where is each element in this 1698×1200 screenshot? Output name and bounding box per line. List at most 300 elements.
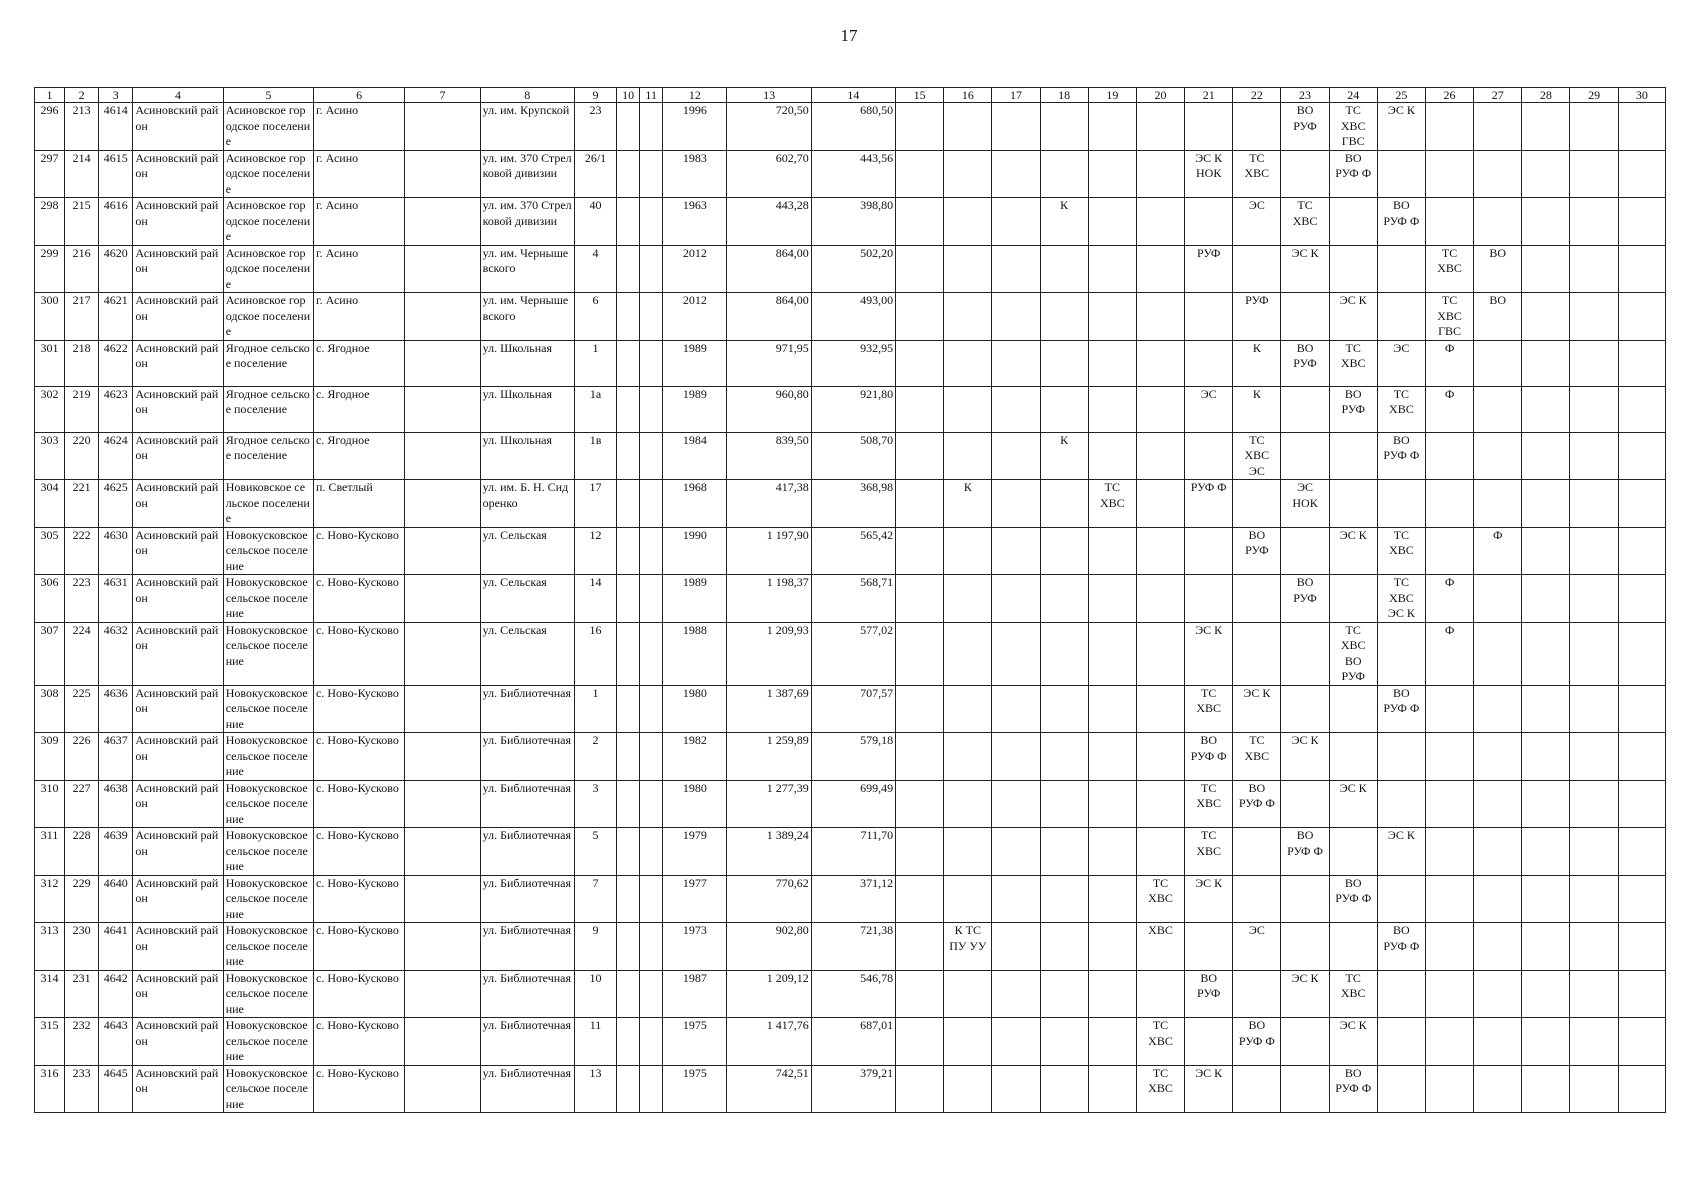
work-type-cell <box>1474 828 1522 876</box>
row-index-cell: 314 <box>35 970 65 1018</box>
empty-cell <box>405 150 480 198</box>
work-type-cell <box>1618 527 1665 575</box>
work-type-cell <box>1233 103 1281 151</box>
work-type-cell <box>1474 780 1522 828</box>
work-type-cell <box>1377 245 1425 293</box>
row-index-cell: 307 <box>35 622 65 685</box>
house-number-cell: 10 <box>574 970 616 1018</box>
year-built-cell: 1980 <box>663 685 727 733</box>
work-type-cell <box>896 432 944 480</box>
work-type-cell: ЭС К НОК <box>1185 150 1233 198</box>
total-area-cell: 770,62 <box>727 875 811 923</box>
house-id-cell: 4615 <box>99 150 133 198</box>
work-type-cell <box>1185 103 1233 151</box>
work-type-cell <box>1136 386 1184 432</box>
empty-cell <box>617 293 640 341</box>
work-type-cell <box>1040 245 1088 293</box>
living-area-cell: 707,57 <box>811 685 895 733</box>
district-cell: Асиновский район <box>133 970 223 1018</box>
work-type-cell <box>1522 575 1570 623</box>
district-index-cell: 229 <box>65 875 99 923</box>
empty-cell <box>405 432 480 480</box>
house-id-cell: 4624 <box>99 432 133 480</box>
settlement-cell: Ягодное сельское поселение <box>223 432 313 480</box>
work-type-cell <box>1136 293 1184 341</box>
work-type-cell <box>896 923 944 971</box>
work-type-cell <box>896 340 944 386</box>
work-type-cell <box>992 340 1040 386</box>
work-type-cell <box>1618 733 1665 781</box>
work-type-cell <box>1570 103 1618 151</box>
work-type-cell <box>1040 685 1088 733</box>
column-number-header: 13 <box>727 88 811 103</box>
settlement-cell: Новокусковское сельское поселение <box>223 733 313 781</box>
total-area-cell: 1 197,90 <box>727 527 811 575</box>
work-type-cell <box>1136 622 1184 685</box>
empty-cell <box>405 480 480 528</box>
row-index-cell: 310 <box>35 780 65 828</box>
empty-cell <box>405 575 480 623</box>
empty-cell <box>640 685 663 733</box>
settlement-cell: Асиновское городское поселение <box>223 103 313 151</box>
table-row <box>35 340 1666 386</box>
work-type-cell: ВО <box>1474 293 1522 341</box>
street-cell: ул. Школьная <box>480 432 574 480</box>
work-type-cell <box>992 575 1040 623</box>
settlement-cell: Асиновское городское поселение <box>223 245 313 293</box>
district-cell: Асиновский район <box>133 386 223 432</box>
work-type-cell <box>1281 780 1329 828</box>
district-cell: Асиновский район <box>133 733 223 781</box>
empty-cell <box>617 340 640 386</box>
work-type-cell <box>1281 386 1329 432</box>
work-type-cell <box>992 293 1040 341</box>
work-type-cell <box>896 685 944 733</box>
house-id-cell: 4621 <box>99 293 133 341</box>
district-cell: Асиновский район <box>133 828 223 876</box>
work-type-cell <box>896 622 944 685</box>
total-area-cell: 443,28 <box>727 198 811 246</box>
work-type-cell: ЭС <box>1233 198 1281 246</box>
house-number-cell: 9 <box>574 923 616 971</box>
empty-cell <box>617 103 640 151</box>
district-index-cell: 225 <box>65 685 99 733</box>
column-number-header: 14 <box>811 88 895 103</box>
work-type-cell <box>1040 293 1088 341</box>
living-area-cell: 443,56 <box>811 150 895 198</box>
work-type-cell <box>1136 198 1184 246</box>
house-number-cell: 40 <box>574 198 616 246</box>
district-cell: Асиновский район <box>133 1065 223 1113</box>
work-type-cell: ТС ХВС <box>1281 198 1329 246</box>
work-type-cell <box>1570 480 1618 528</box>
work-type-cell: ВО РУФ <box>1281 103 1329 151</box>
district-index-cell: 227 <box>65 780 99 828</box>
year-built-cell: 1989 <box>663 386 727 432</box>
empty-cell <box>617 575 640 623</box>
row-index-cell: 308 <box>35 685 65 733</box>
work-type-cell <box>1522 432 1570 480</box>
work-type-cell <box>1377 293 1425 341</box>
work-type-cell: ЭС К <box>1377 828 1425 876</box>
district-cell: Асиновский район <box>133 527 223 575</box>
street-cell: ул. Сельская <box>480 622 574 685</box>
year-built-cell: 1982 <box>663 733 727 781</box>
work-type-cell: ВО РУФ Ф <box>1281 828 1329 876</box>
empty-cell <box>617 480 640 528</box>
column-number-header: 4 <box>133 88 223 103</box>
living-area-cell: 680,50 <box>811 103 895 151</box>
work-type-cell <box>1233 828 1281 876</box>
district-index-cell: 232 <box>65 1018 99 1066</box>
work-type-cell <box>1281 875 1329 923</box>
living-area-cell: 577,02 <box>811 622 895 685</box>
locality-cell: п. Светлый <box>314 480 405 528</box>
work-type-cell <box>1233 970 1281 1018</box>
district-cell: Асиновский район <box>133 1018 223 1066</box>
work-type-cell <box>1377 970 1425 1018</box>
year-built-cell: 1963 <box>663 198 727 246</box>
work-type-cell <box>1522 103 1570 151</box>
work-type-cell <box>1425 875 1473 923</box>
empty-cell <box>640 340 663 386</box>
table-row <box>35 828 1666 876</box>
house-number-cell: 7 <box>574 875 616 923</box>
work-type-cell <box>1088 432 1136 480</box>
settlement-cell: Новокусковское сельское поселение <box>223 622 313 685</box>
work-type-cell <box>1136 527 1184 575</box>
table-body <box>35 103 1666 1113</box>
settlement-cell: Ягодное сельское поселение <box>223 340 313 386</box>
work-type-cell <box>944 293 992 341</box>
living-area-cell: 565,42 <box>811 527 895 575</box>
work-type-cell <box>1522 198 1570 246</box>
work-type-cell <box>1570 340 1618 386</box>
work-type-cell <box>1522 293 1570 341</box>
work-type-cell <box>1233 480 1281 528</box>
work-type-cell <box>1618 245 1665 293</box>
living-area-cell: 379,21 <box>811 1065 895 1113</box>
row-index-cell: 313 <box>35 923 65 971</box>
work-type-cell <box>896 245 944 293</box>
work-type-cell <box>1088 1065 1136 1113</box>
work-type-cell <box>1377 733 1425 781</box>
work-type-cell <box>1040 970 1088 1018</box>
work-type-cell <box>1088 1018 1136 1066</box>
work-type-cell <box>1618 622 1665 685</box>
work-type-cell <box>1329 923 1377 971</box>
locality-cell: с. Ягодное <box>314 432 405 480</box>
district-index-cell: 223 <box>65 575 99 623</box>
work-type-cell <box>1377 875 1425 923</box>
house-number-cell: 4 <box>574 245 616 293</box>
work-type-cell <box>1040 480 1088 528</box>
work-type-cell <box>1281 527 1329 575</box>
empty-cell <box>405 245 480 293</box>
house-number-cell: 6 <box>574 293 616 341</box>
district-cell: Асиновский район <box>133 875 223 923</box>
street-cell: ул. Библиотечная <box>480 1065 574 1113</box>
work-type-cell <box>1474 150 1522 198</box>
work-type-cell <box>896 575 944 623</box>
work-type-cell: ВО РУФ Ф <box>1233 1018 1281 1066</box>
empty-cell <box>405 685 480 733</box>
work-type-cell <box>1570 1018 1618 1066</box>
work-type-cell: К <box>1233 386 1281 432</box>
work-type-cell: ЭС К <box>1329 527 1377 575</box>
house-id-cell: 4631 <box>99 575 133 623</box>
work-type-cell <box>1329 480 1377 528</box>
work-type-cell <box>1281 923 1329 971</box>
work-type-cell <box>1522 386 1570 432</box>
district-cell: Асиновский район <box>133 780 223 828</box>
table-row <box>35 1065 1666 1113</box>
work-type-cell: ЭС <box>1185 386 1233 432</box>
year-built-cell: 1975 <box>663 1065 727 1113</box>
work-type-cell: ТС ХВС <box>1233 150 1281 198</box>
work-type-cell <box>1425 480 1473 528</box>
house-id-cell: 4639 <box>99 828 133 876</box>
work-type-cell: ТС ХВС <box>1088 480 1136 528</box>
work-type-cell <box>1425 733 1473 781</box>
district-cell: Асиновский район <box>133 575 223 623</box>
column-number-header: 11 <box>640 88 663 103</box>
settlement-cell: Новокусковское сельское поселение <box>223 575 313 623</box>
district-index-cell: 218 <box>65 340 99 386</box>
work-type-cell <box>1522 685 1570 733</box>
empty-cell <box>617 1018 640 1066</box>
district-index-cell: 220 <box>65 432 99 480</box>
work-type-cell <box>1088 875 1136 923</box>
work-type-cell <box>1377 1018 1425 1066</box>
work-type-cell: ТС ХВС <box>1329 340 1377 386</box>
work-type-cell <box>1281 1018 1329 1066</box>
work-type-cell <box>1570 970 1618 1018</box>
work-type-cell <box>1040 527 1088 575</box>
column-number-header: 18 <box>1040 88 1088 103</box>
district-cell: Асиновский район <box>133 103 223 151</box>
locality-cell: с. Ново-Кусково <box>314 575 405 623</box>
work-type-cell: ТС ХВС <box>1377 527 1425 575</box>
work-type-cell <box>1088 780 1136 828</box>
row-index-cell: 296 <box>35 103 65 151</box>
street-cell: ул. Школьная <box>480 340 574 386</box>
living-area-cell: 398,80 <box>811 198 895 246</box>
work-type-cell <box>1618 293 1665 341</box>
house-number-cell: 1 <box>574 340 616 386</box>
work-type-cell <box>1618 970 1665 1018</box>
house-id-cell: 4630 <box>99 527 133 575</box>
living-area-cell: 921,80 <box>811 386 895 432</box>
work-type-cell <box>1329 245 1377 293</box>
work-type-cell <box>992 970 1040 1018</box>
work-type-cell <box>1040 828 1088 876</box>
work-type-cell: ТС ХВС ЭС <box>1233 432 1281 480</box>
work-type-cell <box>1233 575 1281 623</box>
work-type-cell: ВО РУФ Ф <box>1185 733 1233 781</box>
work-type-cell <box>1474 685 1522 733</box>
work-type-cell: К ТС ПУ УУ <box>944 923 992 971</box>
house-number-cell: 26/1 <box>574 150 616 198</box>
district-cell: Асиновский район <box>133 198 223 246</box>
work-type-cell: ЭС К <box>1329 293 1377 341</box>
year-built-cell: 1984 <box>663 432 727 480</box>
page-number: 17 <box>840 26 858 45</box>
district-cell: Асиновский район <box>133 622 223 685</box>
street-cell: ул. им. 370 Стрелковой дивизии <box>480 198 574 246</box>
work-type-cell <box>1425 923 1473 971</box>
living-area-cell: 508,70 <box>811 432 895 480</box>
column-number-header: 28 <box>1522 88 1570 103</box>
work-type-cell <box>1618 875 1665 923</box>
work-type-cell <box>1233 245 1281 293</box>
empty-cell <box>640 432 663 480</box>
house-id-cell: 4614 <box>99 103 133 151</box>
work-type-cell <box>1088 340 1136 386</box>
work-type-cell <box>1136 575 1184 623</box>
work-type-cell <box>944 780 992 828</box>
column-number-header: 26 <box>1425 88 1473 103</box>
house-id-cell: 4632 <box>99 622 133 685</box>
work-type-cell <box>1040 103 1088 151</box>
work-type-cell: ВО РУФ Ф <box>1233 780 1281 828</box>
settlement-cell: Новокусковское сельское поселение <box>223 1018 313 1066</box>
empty-cell <box>640 575 663 623</box>
row-index-cell: 301 <box>35 340 65 386</box>
empty-cell <box>617 245 640 293</box>
empty-cell <box>617 923 640 971</box>
work-type-cell: К <box>944 480 992 528</box>
work-type-cell <box>944 245 992 293</box>
house-id-cell: 4636 <box>99 685 133 733</box>
total-area-cell: 1 387,69 <box>727 685 811 733</box>
table-row <box>35 733 1666 781</box>
work-type-cell <box>1618 103 1665 151</box>
street-cell: ул. Библиотечная <box>480 828 574 876</box>
empty-cell <box>405 103 480 151</box>
work-type-cell <box>896 733 944 781</box>
district-cell: Асиновский район <box>133 480 223 528</box>
locality-cell: с. Ново-Кусково <box>314 828 405 876</box>
house-id-cell: 4623 <box>99 386 133 432</box>
column-number-header: 20 <box>1136 88 1184 103</box>
work-type-cell: Ф <box>1425 622 1473 685</box>
house-id-cell: 4642 <box>99 970 133 1018</box>
work-type-cell: ТС ХВС <box>1329 970 1377 1018</box>
work-type-cell <box>944 575 992 623</box>
work-type-cell <box>896 970 944 1018</box>
work-type-cell <box>1522 622 1570 685</box>
house-id-cell: 4638 <box>99 780 133 828</box>
work-type-cell: ЭС К <box>1281 970 1329 1018</box>
work-type-cell <box>1281 1065 1329 1113</box>
work-type-cell <box>1329 733 1377 781</box>
total-area-cell: 1 277,39 <box>727 780 811 828</box>
district-cell: Асиновский район <box>133 923 223 971</box>
work-type-cell: РУФ <box>1233 293 1281 341</box>
work-type-cell: ЭС К <box>1281 733 1329 781</box>
work-type-cell: ВО РУФ Ф <box>1377 432 1425 480</box>
work-type-cell: К <box>1233 340 1281 386</box>
work-type-cell <box>1618 480 1665 528</box>
work-type-cell: РУФ <box>1185 245 1233 293</box>
housing-register-table <box>34 87 1666 1113</box>
work-type-cell <box>1474 733 1522 781</box>
column-number-header: 6 <box>314 88 405 103</box>
work-type-cell <box>992 875 1040 923</box>
work-type-cell <box>1570 875 1618 923</box>
table-row <box>35 198 1666 246</box>
year-built-cell: 1989 <box>663 575 727 623</box>
empty-cell <box>405 1065 480 1113</box>
work-type-cell <box>1474 103 1522 151</box>
living-area-cell: 687,01 <box>811 1018 895 1066</box>
work-type-cell <box>1474 575 1522 623</box>
work-type-cell <box>1618 685 1665 733</box>
living-area-cell: 371,12 <box>811 875 895 923</box>
work-type-cell <box>1329 432 1377 480</box>
work-type-cell <box>1570 198 1618 246</box>
living-area-cell: 711,70 <box>811 828 895 876</box>
year-built-cell: 1987 <box>663 970 727 1018</box>
work-type-cell <box>1522 245 1570 293</box>
district-index-cell: 219 <box>65 386 99 432</box>
work-type-cell <box>1618 386 1665 432</box>
table-row <box>35 150 1666 198</box>
work-type-cell <box>1618 150 1665 198</box>
work-type-cell <box>1474 1065 1522 1113</box>
work-type-cell <box>1185 1018 1233 1066</box>
work-type-cell <box>1474 622 1522 685</box>
work-type-cell: К <box>1040 198 1088 246</box>
work-type-cell <box>1474 198 1522 246</box>
street-cell: ул. Библиотечная <box>480 685 574 733</box>
street-cell: ул. Сельская <box>480 575 574 623</box>
locality-cell: с. Ново-Кусково <box>314 733 405 781</box>
empty-cell <box>640 103 663 151</box>
work-type-cell <box>944 685 992 733</box>
work-type-cell: ЭС К <box>1185 875 1233 923</box>
work-type-cell <box>1474 480 1522 528</box>
work-type-cell <box>1136 340 1184 386</box>
work-type-cell <box>896 480 944 528</box>
work-type-cell <box>944 386 992 432</box>
district-cell: Асиновский район <box>133 150 223 198</box>
house-number-cell: 1а <box>574 386 616 432</box>
work-type-cell <box>1425 1065 1473 1113</box>
district-index-cell: 214 <box>65 150 99 198</box>
empty-cell <box>640 622 663 685</box>
settlement-cell: Новокусковское сельское поселение <box>223 685 313 733</box>
year-built-cell: 1989 <box>663 340 727 386</box>
work-type-cell <box>1522 780 1570 828</box>
work-type-cell <box>1329 828 1377 876</box>
work-type-cell <box>1185 527 1233 575</box>
work-type-cell <box>1522 970 1570 1018</box>
house-id-cell: 4641 <box>99 923 133 971</box>
work-type-cell: ТС ХВС ГВС <box>1329 103 1377 151</box>
work-type-cell <box>1281 432 1329 480</box>
house-id-cell: 4622 <box>99 340 133 386</box>
district-index-cell: 224 <box>65 622 99 685</box>
living-area-cell: 493,00 <box>811 293 895 341</box>
work-type-cell <box>1570 432 1618 480</box>
work-type-cell: ТС ХВС <box>1185 780 1233 828</box>
empty-cell <box>405 622 480 685</box>
settlement-cell: Новокусковское сельское поселение <box>223 527 313 575</box>
district-index-cell: 233 <box>65 1065 99 1113</box>
work-type-cell <box>1618 432 1665 480</box>
